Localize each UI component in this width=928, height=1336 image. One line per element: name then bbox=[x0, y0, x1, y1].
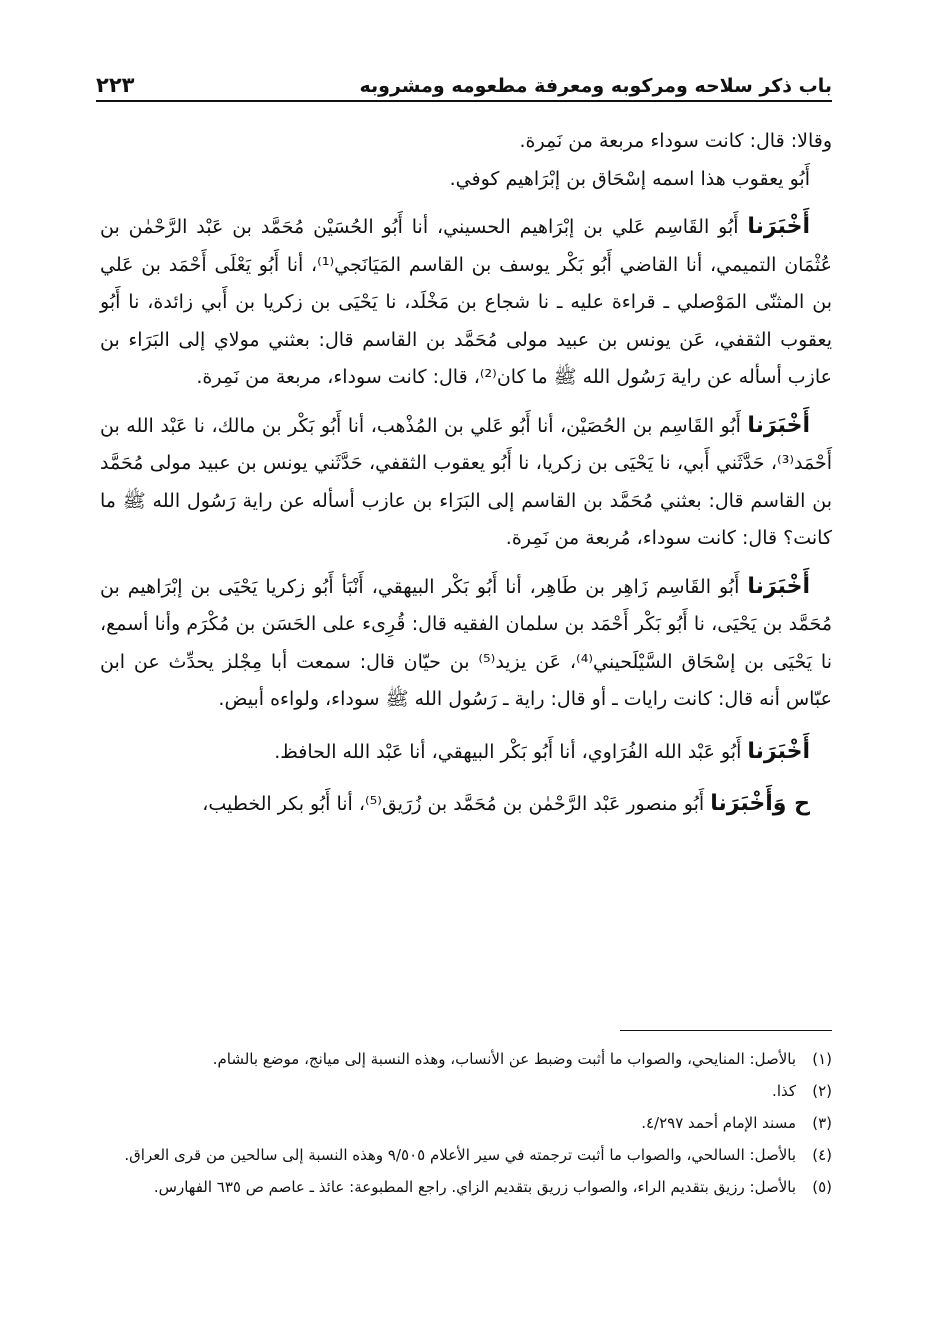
footnote-text: بالأصل: رزيق بتقديم الراء، والصواب زريق بتقديم الزاي. راجع المطبوعة: عائذ ـ عاصم ص ٦٣٥ الفهارس. bbox=[153, 1178, 796, 1196]
footnote-text: مسند الإمام أحمد ٤/٢٩٧. bbox=[641, 1114, 796, 1132]
footnote-number: (١) bbox=[812, 1050, 832, 1068]
paragraph-5-text: أَبُو القَاسِم زَاهِر بن طَاهِر، أنا أَبُو بَكْر البيهقي، أَنْبَأ أَبُو زكريا يَحْيَى بن إبْرَاهيم بن مُحَمَّد بن يَحْيَى، نا أَبُو بَكْر أَحْمَد بن سلمان الفقيه قال: قُرِىء على الحَسَن بن مُكْرَم وأنا أسمع، نا يَحْيَى بن إسْحَاق السَّيْلَحيني⁽⁴⁾، عَن يزيد⁽⁵⁾ بن حيّان قال: سمعت أبا مِجْلز يحدِّث عن ابن عبّاس أنه قال: كانت رايات ـ أو قال: راية ـ رَسُول الله ﷺ سوداء، ولواءه أبيض. bbox=[100, 575, 832, 710]
akhbarana-keyword: أَخْبَرَنا bbox=[710, 791, 773, 816]
akhbarana-keyword: أَخْبَرَنا bbox=[747, 214, 810, 239]
footnote-number: (٣) bbox=[812, 1114, 832, 1132]
footnote-separator bbox=[620, 1030, 832, 1031]
akhbarana-keyword: أَخْبَرَنا bbox=[747, 573, 810, 599]
paragraph-4 bbox=[100, 407, 832, 558]
akhbarana-keyword: أَخْبَرَنا bbox=[747, 412, 810, 438]
footnote-item bbox=[100, 1174, 832, 1201]
page-number: ٢٢٣ bbox=[96, 73, 135, 97]
paragraph-4-text: أَبُو القَاسِم بن الحُصَيْن، أنا أَبُو عَلي بن المُذْهب، أنا أَبُو بَكْر بن مالك، نا عَبْد الله بن أَحْمَد⁽³⁾، حَدَّثَني أَبي، نا يَحْيَى بن زكريا، نا أَبُو يعقوب الثقفي، حَدَّثَني يونس بن عبيد مولى مُحَمَّد بن القاسم قال: بعثني مُحَمَّد بن القاسم إلى البَرَاء بن عازب أسأله عن راية رَسُول الله ﷺ ما كانت؟ قال: كانت سوداء، مُربعة من نَمِرة. bbox=[100, 414, 832, 549]
paragraph-7 bbox=[100, 785, 832, 824]
page-header bbox=[96, 62, 832, 102]
paragraph-1: وقالا: قال: كانت سوداء مربعة من نَمِرة. bbox=[519, 130, 832, 152]
paragraph-3 bbox=[100, 208, 832, 397]
paragraph-2: أَبُو يعقوب هذا اسمه إسْحَاق بن إبْرَاهيم كوفي. bbox=[449, 167, 810, 190]
paragraph-6-text: أَبُو عَبْد الله الفُرَاوي، أنا أَبُو بَكْر البيهقي، أنا عَبْد الله الحافظ. bbox=[274, 740, 748, 763]
footnote-text: بالأصل: المنايحي، والصواب ما أثبت وضبط عن الأنساب، وهذه النسبة إلى ميانج، موضع بالشام. bbox=[212, 1050, 796, 1068]
akhbarana-keyword: أَخْبَرَنا bbox=[747, 738, 810, 764]
main-text bbox=[100, 123, 832, 824]
paragraph-7-text: أَبُو منصور عَبْد الرَّحْمٰن بن مُحَمَّد بن زُرَيق⁽⁵⁾، أنا أَبُو بكر الخطيب، bbox=[202, 793, 711, 815]
footnote-text: بالأصل: السالحي، والصواب ما أثبت ترجمته في سير الأعلام ٩/٥٠٥ وهذه النسبة إلى سالحين من قرى العراق. bbox=[124, 1146, 796, 1164]
footnote-number: (٢) bbox=[812, 1082, 832, 1100]
footnote-number: (٥) bbox=[812, 1178, 832, 1196]
footnote-item bbox=[100, 1142, 832, 1169]
ha-prefix: ح وَ bbox=[772, 791, 810, 816]
running-head: باب ذكر سلاحه ومركوبه ومعرفة مطعومه ومشروبه bbox=[359, 75, 832, 97]
footnote-item bbox=[100, 1110, 832, 1137]
footnote-text: كذا. bbox=[772, 1082, 796, 1100]
footnote-item bbox=[100, 1078, 832, 1105]
footnote-number: (٤) bbox=[812, 1146, 832, 1164]
paragraph-5 bbox=[100, 568, 832, 719]
paragraph-6 bbox=[100, 733, 832, 772]
paragraph-3-text: أَبُو القَاسِم عَلي بن إبْرَاهيم الحسيني، أنا أَبُو الحُسَيْن مُحَمَّد بن عَبْد الرَّحْمٰن بن عُثْمَان التميمي، أنا القاضي أَبُو بَكْر يوسف بن القاسم المَيَانَجي⁽¹⁾، أنا أَبُو يَعْلَى أَحْمَد بن عَلي بن المثنّى المَوْصلي ـ قراءة عليه ـ نا شجاع بن مَخْلَد، نا يَحْيَى بن زكريا بن أَبي زائدة، نا أَبُو يعقوب الثقفي، عَن يونس بن عبيد مولى مُحَمَّد بن القاسم قال: بعثني مولاي إلى البَرَاء بن عازب أسأله عن راية رَسُول الله ﷺ ما كان⁽²⁾، قال: كانت سوداء، مربعة من نَمِرة. bbox=[100, 216, 832, 388]
footnote-item bbox=[100, 1046, 832, 1073]
footnotes bbox=[100, 1046, 832, 1206]
